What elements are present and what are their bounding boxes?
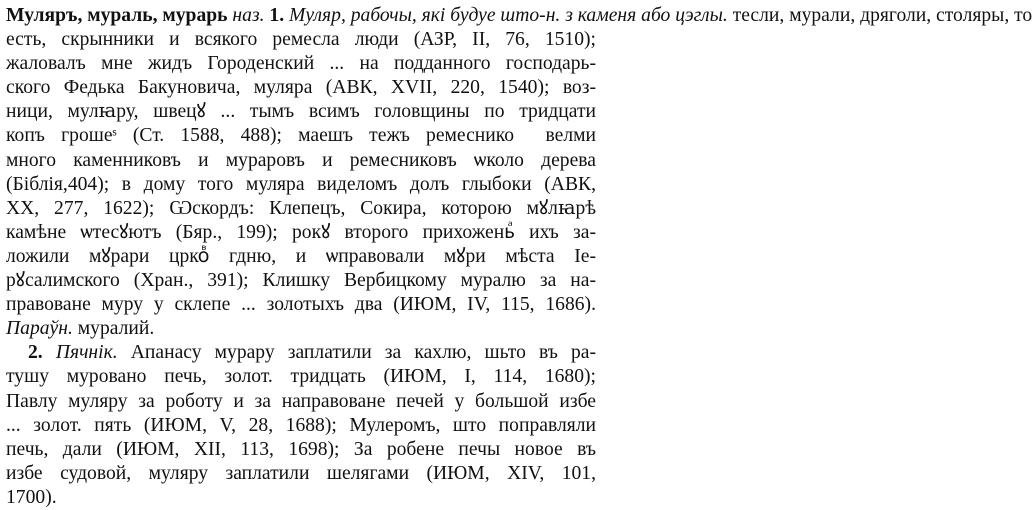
sense-number-1: 1. <box>269 5 285 26</box>
sense-2-line-3: Павлу муляру за роботу и за направоване печей у большой избе <box>6 390 596 412</box>
grammar-label: наз. <box>232 5 265 26</box>
entry-line-5: ского Федька Бакуновича, муляра (АВК, XVII, 220, 1540); воз- <box>6 77 596 99</box>
sense-2-line-2: тушу муровано печь, золот. тридцать (ИЮМ, I, 114, 1680); <box>6 366 596 388</box>
entry-line-10: XX, 277, 1622); Ѡскордъ: Клепецъ, Сокира, которою мꙋлꙗрѣ <box>6 197 596 219</box>
sense-2-line-5: печь, дали (ИЮМ, XII, 113, 1698); За робене печы новое въ <box>6 438 596 460</box>
sense-2-line-4: ... золот. пять (ИЮМ, V, 28, 1688); Мулеромъ, што поправляли <box>6 414 596 436</box>
sense-2-line-1 <box>6 341 596 365</box>
entry-line-4: жаловалъ мне жидъ Городенский ... на подданного господарь- <box>6 53 596 75</box>
sense-2-quote-start: Апанасу мурару заплатили за кахлю, шьто въ ра- <box>130 342 596 364</box>
entry-line-12: ложили мꙋрари цркоⷡ гдню, и ѡправовали мꙋри мѣста Іе- <box>6 245 596 267</box>
entry-line-6: ници, мулꙗру, швецꙋ ... тымъ всимъ головщины по тридцати <box>6 101 596 123</box>
entry-line-13: рꙋсалимского (Хран., 391); Клишку Вербицкому муралю за на- <box>6 270 596 292</box>
sense-2-definition: Пячнік. <box>55 342 118 364</box>
paraun-word: муралий. <box>77 318 155 340</box>
entry-line-1 <box>6 4 1032 28</box>
sense-2-line-7: 1700). <box>6 486 57 508</box>
headword: Муляръ, мураль, мурарь <box>6 5 228 26</box>
entry-line-11: камѣне ѡтесꙋютъ (Бяр., 199); рокꙋ второго прихоженьⷶ ихъ за- <box>6 221 596 243</box>
paraun-line <box>6 317 596 341</box>
sense-number-2: 2. <box>28 342 43 364</box>
paraun-label: Параўн. <box>6 318 73 340</box>
entry-line-9: (Біблія,404); в дому того муляра виделомъ долъ глыбоки (АВК, <box>6 173 596 195</box>
entry-line-14: правоване муру у склепе ... золотыхъ два (ИЮМ, IV, 115, 1686). <box>6 294 596 316</box>
entry-line-3: есть, скрынники и всякого ремесла люди (АЗР, II, 76, 1510); <box>6 29 596 51</box>
sense-2-line-6: избе судовой, муляру заплатили шелягами (ИЮМ, XIV, 101, <box>6 462 596 484</box>
entry-line-7: копъ грошеˢ (Ст. 1588, 488); маешъ тежъ ремесникоⷡ велми <box>6 125 596 147</box>
entry-line-8: много каменниковъ и мураровъ и ремесниковъ ѡколо дерева <box>6 149 596 171</box>
sense-1-quote-start: тесли, мурали, дряголи, столяры, то <box>732 5 1032 26</box>
sense-1-definition: Муляр, рабочы, які будуе што-н. з каменя або цэглы. <box>289 5 728 26</box>
